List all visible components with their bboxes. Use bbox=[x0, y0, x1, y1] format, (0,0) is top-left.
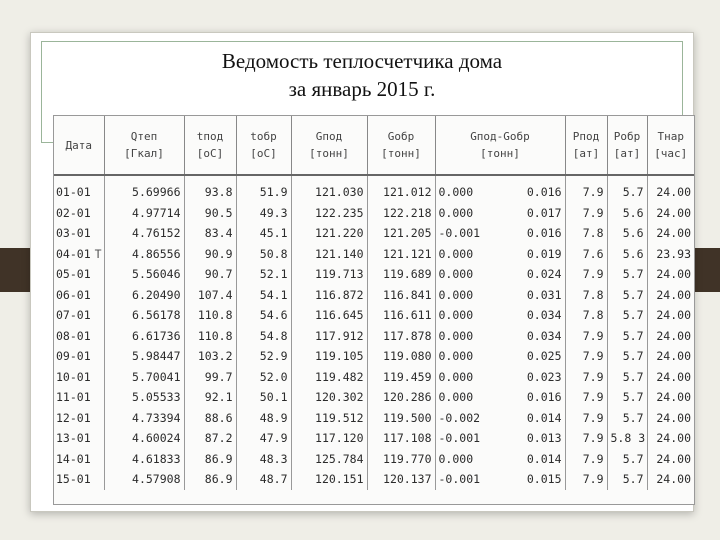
supply-temp-cell: 110.8 bbox=[184, 326, 236, 347]
operating-time-cell: 24.00 bbox=[647, 285, 694, 306]
return-mass-cell: 122.218 bbox=[367, 203, 435, 224]
date-value: 02-01 bbox=[56, 205, 91, 220]
table-row bbox=[54, 326, 694, 347]
date-cell bbox=[54, 408, 104, 429]
supply-temp-cell: 93.8 bbox=[184, 182, 236, 203]
supply-mass-cell: 121.220 bbox=[291, 223, 367, 244]
return-temp-cell: 54.8 bbox=[236, 326, 291, 347]
return-mass-cell: 120.137 bbox=[367, 469, 435, 490]
header-cell bbox=[184, 116, 236, 175]
supply-pressure-cell: 7.9 bbox=[565, 203, 607, 224]
operating-time-cell: 24.00 bbox=[647, 203, 694, 224]
table-row bbox=[54, 203, 694, 224]
return-pressure-cell: 5.7 bbox=[607, 285, 647, 306]
date-cell bbox=[54, 346, 104, 367]
return-temp-cell: 45.1 bbox=[236, 223, 291, 244]
mass-diff-second-value: 0.014 bbox=[526, 410, 562, 425]
mass-diff-cell bbox=[435, 408, 565, 429]
supply-pressure-cell: 7.9 bbox=[565, 367, 607, 388]
mass-diff-cell bbox=[435, 182, 565, 203]
supply-temp-cell: 86.9 bbox=[184, 469, 236, 490]
supply-pressure-cell: 7.9 bbox=[565, 469, 607, 490]
heat-cell: 4.57908 bbox=[104, 469, 184, 490]
header-name: tпод bbox=[196, 130, 224, 143]
supply-mass-cell: 119.713 bbox=[291, 264, 367, 285]
return-mass-cell: 119.080 bbox=[367, 346, 435, 367]
date-value: 06-01 bbox=[56, 287, 91, 302]
heat-cell: 6.20490 bbox=[104, 285, 184, 306]
return-pressure-cell: 5.7 bbox=[607, 264, 647, 285]
table-row bbox=[54, 469, 694, 490]
table-row bbox=[54, 182, 694, 203]
return-temp-cell: 48.3 bbox=[236, 449, 291, 470]
table-body bbox=[54, 175, 694, 490]
return-pressure-cell: 5.7 bbox=[607, 387, 647, 408]
table-row bbox=[54, 367, 694, 388]
return-mass-cell: 119.500 bbox=[367, 408, 435, 429]
slide-title bbox=[31, 47, 693, 103]
date-value: 14-01 bbox=[56, 451, 91, 466]
heat-cell: 6.61736 bbox=[104, 326, 184, 347]
return-pressure-cell: 5.7 bbox=[607, 346, 647, 367]
table-row bbox=[54, 264, 694, 285]
mass-diff-value: 0.000 bbox=[438, 246, 474, 261]
mass-diff-pair bbox=[439, 264, 562, 285]
mass-diff-cell bbox=[435, 346, 565, 367]
header-unit: [тонн] bbox=[381, 147, 421, 160]
header-unit: [час] bbox=[654, 147, 688, 160]
return-mass-cell: 117.108 bbox=[367, 428, 435, 449]
date-value: 04-01 bbox=[56, 246, 91, 261]
return-pressure-cell: 5.8 3 bbox=[607, 428, 647, 449]
operating-time-cell: 24.00 bbox=[647, 264, 694, 285]
date-cell bbox=[54, 428, 104, 449]
date-value: 10-01 bbox=[56, 369, 91, 384]
mass-diff-cell bbox=[435, 285, 565, 306]
mass-diff-cell bbox=[435, 428, 565, 449]
mass-diff-second-value: 0.023 bbox=[526, 369, 562, 384]
return-temp-cell: 54.1 bbox=[236, 285, 291, 306]
date-value: 05-01 bbox=[56, 267, 91, 281]
mass-diff-cell bbox=[435, 367, 565, 388]
heat-cell: 5.05533 bbox=[104, 387, 184, 408]
header-unit: [тонн] bbox=[309, 147, 349, 160]
operating-time-cell: 23.93 bbox=[647, 244, 694, 265]
table-row bbox=[54, 408, 694, 429]
mass-diff-second-value: 0.019 bbox=[526, 246, 562, 261]
mass-diff-cell bbox=[435, 244, 565, 265]
return-pressure-cell: 5.7 bbox=[607, 408, 647, 429]
supply-pressure-cell: 7.9 bbox=[565, 408, 607, 429]
heat-cell: 4.60024 bbox=[104, 428, 184, 449]
header-unit: [тонн] bbox=[480, 147, 520, 160]
date-value: 03-01 bbox=[56, 226, 91, 240]
date-cell bbox=[54, 449, 104, 470]
return-temp-cell: 49.3 bbox=[236, 203, 291, 224]
header-cell bbox=[607, 116, 647, 175]
return-temp-cell: 48.7 bbox=[236, 469, 291, 490]
mass-diff-second-value: 0.013 bbox=[526, 431, 562, 445]
table-row bbox=[54, 244, 694, 265]
header-cell bbox=[236, 116, 291, 175]
mass-diff-second-value: 0.034 bbox=[526, 328, 562, 343]
mass-diff-pair bbox=[439, 367, 562, 388]
mass-diff-pair bbox=[439, 305, 562, 326]
mass-diff-second-value: 0.016 bbox=[526, 185, 562, 199]
header-cell bbox=[54, 116, 104, 175]
return-mass-cell: 119.689 bbox=[367, 264, 435, 285]
title-line-2: за январь 2015 г. bbox=[288, 77, 436, 101]
mass-diff-pair bbox=[439, 223, 562, 244]
mass-diff-pair bbox=[439, 203, 562, 224]
return-temp-cell: 51.9 bbox=[236, 182, 291, 203]
mass-diff-pair bbox=[439, 428, 562, 449]
date-cell bbox=[54, 387, 104, 408]
heat-meter-table bbox=[54, 116, 694, 490]
mass-diff-pair bbox=[439, 285, 562, 306]
date-cell bbox=[54, 264, 104, 285]
mass-diff-pair bbox=[439, 387, 562, 408]
mass-diff-value: -0.001 bbox=[438, 472, 481, 486]
table-header bbox=[54, 116, 694, 175]
operating-time-cell: 24.00 bbox=[647, 449, 694, 470]
return-temp-cell: 47.9 bbox=[236, 428, 291, 449]
header-gap bbox=[54, 175, 694, 182]
heat-cell: 4.73394 bbox=[104, 408, 184, 429]
header-name: Qтеп bbox=[130, 130, 158, 143]
header-cell bbox=[565, 116, 607, 175]
table-row bbox=[54, 223, 694, 244]
return-pressure-cell: 5.7 bbox=[607, 449, 647, 470]
operating-time-cell: 24.00 bbox=[647, 182, 694, 203]
header-row bbox=[54, 116, 694, 175]
date-cell bbox=[54, 244, 104, 265]
supply-temp-cell: 90.9 bbox=[184, 244, 236, 265]
date-value: 09-01 bbox=[56, 349, 91, 363]
supply-pressure-cell: 7.6 bbox=[565, 244, 607, 265]
return-mass-cell: 121.012 bbox=[367, 182, 435, 203]
mass-diff-cell bbox=[435, 264, 565, 285]
date-value: 11-01 bbox=[56, 390, 91, 404]
operating-time-cell: 24.00 bbox=[647, 428, 694, 449]
supply-pressure-cell: 7.9 bbox=[565, 346, 607, 367]
mass-diff-second-value: 0.025 bbox=[526, 349, 562, 363]
header-unit: [ат] bbox=[572, 147, 600, 160]
return-mass-cell: 119.770 bbox=[367, 449, 435, 470]
mass-diff-value: 0.000 bbox=[438, 390, 474, 404]
table-row bbox=[54, 449, 694, 470]
supply-temp-cell: 99.7 bbox=[184, 367, 236, 388]
return-pressure-cell: 5.6 bbox=[607, 244, 647, 265]
mass-diff-second-value: 0.034 bbox=[526, 308, 562, 322]
mass-diff-pair bbox=[439, 346, 562, 367]
mass-diff-second-value: 0.031 bbox=[526, 287, 562, 302]
heat-cell: 5.56046 bbox=[104, 264, 184, 285]
header-name: Pпод bbox=[572, 130, 600, 143]
table-row bbox=[54, 428, 694, 449]
supply-mass-cell: 125.784 bbox=[291, 449, 367, 470]
return-mass-cell: 117.878 bbox=[367, 326, 435, 347]
operating-time-cell: 24.00 bbox=[647, 387, 694, 408]
operating-time-cell: 24.00 bbox=[647, 305, 694, 326]
mass-diff-pair bbox=[439, 469, 562, 490]
title-line-1: Ведомость теплосчетчика дома bbox=[221, 49, 503, 73]
supply-temp-cell: 110.8 bbox=[184, 305, 236, 326]
date-value: 15-01 bbox=[56, 472, 91, 486]
supply-mass-cell: 120.302 bbox=[291, 387, 367, 408]
date-cell bbox=[54, 367, 104, 388]
return-mass-cell: 116.611 bbox=[367, 305, 435, 326]
supply-mass-cell: 119.512 bbox=[291, 408, 367, 429]
mass-diff-cell bbox=[435, 449, 565, 470]
header-cell bbox=[435, 116, 565, 175]
mass-diff-value: 0.000 bbox=[438, 451, 474, 466]
supply-mass-cell: 120.151 bbox=[291, 469, 367, 490]
heat-cell: 5.69966 bbox=[104, 182, 184, 203]
header-name: Gпод-Gобр bbox=[470, 130, 530, 143]
heat-cell: 4.86556 bbox=[104, 244, 184, 265]
heat-cell: 5.98447 bbox=[104, 346, 184, 367]
supply-pressure-cell: 7.9 bbox=[565, 387, 607, 408]
supply-pressure-cell: 7.9 bbox=[565, 326, 607, 347]
mass-diff-second-value: 0.017 bbox=[526, 205, 562, 220]
date-cell bbox=[54, 326, 104, 347]
header-cell bbox=[104, 116, 184, 175]
return-temp-cell: 52.9 bbox=[236, 346, 291, 367]
supply-pressure-cell: 7.9 bbox=[565, 264, 607, 285]
mass-diff-pair bbox=[439, 326, 562, 347]
supply-temp-cell: 92.1 bbox=[184, 387, 236, 408]
scanned-report bbox=[53, 115, 695, 505]
supply-temp-cell: 87.2 bbox=[184, 428, 236, 449]
mass-diff-pair bbox=[439, 449, 562, 470]
heat-cell: 4.97714 bbox=[104, 203, 184, 224]
supply-mass-cell: 119.105 bbox=[291, 346, 367, 367]
operating-time-cell: 24.00 bbox=[647, 326, 694, 347]
header-cell bbox=[367, 116, 435, 175]
mass-diff-value: -0.001 bbox=[438, 431, 481, 445]
header-name: Pобр bbox=[613, 130, 641, 143]
mass-diff-value: -0.001 bbox=[438, 226, 481, 240]
return-mass-cell: 121.205 bbox=[367, 223, 435, 244]
supply-mass-cell: 117.120 bbox=[291, 428, 367, 449]
supply-mass-cell: 122.235 bbox=[291, 203, 367, 224]
operating-time-cell: 24.00 bbox=[647, 469, 694, 490]
supply-temp-cell: 83.4 bbox=[184, 223, 236, 244]
date-value: 07-01 bbox=[56, 308, 91, 322]
mass-diff-value: 0.000 bbox=[438, 185, 474, 199]
date-value: 13-01 bbox=[56, 431, 91, 445]
supply-temp-cell: 90.5 bbox=[184, 203, 236, 224]
supply-mass-cell: 116.645 bbox=[291, 305, 367, 326]
supply-pressure-cell: 7.8 bbox=[565, 223, 607, 244]
mass-diff-pair bbox=[439, 244, 562, 265]
mass-diff-value: 0.000 bbox=[438, 205, 474, 220]
header-name: tобр bbox=[250, 130, 277, 143]
supply-pressure-cell: 7.8 bbox=[565, 305, 607, 326]
supply-temp-cell: 86.9 bbox=[184, 449, 236, 470]
header-cell bbox=[291, 116, 367, 175]
supply-pressure-cell: 7.8 bbox=[565, 285, 607, 306]
return-mass-cell: 119.459 bbox=[367, 367, 435, 388]
mass-diff-pair bbox=[439, 182, 562, 203]
heat-cell: 6.56178 bbox=[104, 305, 184, 326]
mass-diff-value: -0.002 bbox=[438, 410, 481, 425]
date-cell bbox=[54, 203, 104, 224]
return-pressure-cell: 5.7 bbox=[607, 367, 647, 388]
return-temp-cell: 54.6 bbox=[236, 305, 291, 326]
mass-diff-second-value: 0.016 bbox=[526, 226, 562, 240]
supply-mass-cell: 119.482 bbox=[291, 367, 367, 388]
header-name: Дата bbox=[65, 138, 92, 152]
table-row bbox=[54, 346, 694, 367]
operating-time-cell: 24.00 bbox=[647, 367, 694, 388]
mass-diff-cell bbox=[435, 223, 565, 244]
supply-pressure-cell: 7.9 bbox=[565, 182, 607, 203]
supply-mass-cell: 117.912 bbox=[291, 326, 367, 347]
date-cell bbox=[54, 469, 104, 490]
return-pressure-cell: 5.7 bbox=[607, 326, 647, 347]
return-pressure-cell: 5.6 bbox=[607, 203, 647, 224]
mass-diff-cell bbox=[435, 387, 565, 408]
supply-temp-cell: 88.6 bbox=[184, 408, 236, 429]
mass-diff-second-value: 0.015 bbox=[526, 472, 562, 486]
supply-pressure-cell: 7.9 bbox=[565, 428, 607, 449]
slide bbox=[30, 32, 694, 512]
supply-temp-cell: 103.2 bbox=[184, 346, 236, 367]
date-value: 08-01 bbox=[56, 328, 91, 343]
heat-cell: 5.70041 bbox=[104, 367, 184, 388]
mass-diff-value: 0.000 bbox=[438, 349, 474, 363]
header-name: Gобр bbox=[387, 130, 415, 143]
header-cell bbox=[647, 116, 694, 175]
mass-diff-value: 0.000 bbox=[438, 267, 474, 281]
operating-time-cell: 24.00 bbox=[647, 223, 694, 244]
header-unit: [оС] bbox=[250, 147, 277, 160]
supply-pressure-cell: 7.9 bbox=[565, 449, 607, 470]
row-mark: T bbox=[94, 246, 102, 261]
return-temp-cell: 52.0 bbox=[236, 367, 291, 388]
return-temp-cell: 52.1 bbox=[236, 264, 291, 285]
heat-cell: 4.76152 bbox=[104, 223, 184, 244]
operating-time-cell: 24.00 bbox=[647, 346, 694, 367]
return-temp-cell: 50.8 bbox=[236, 244, 291, 265]
mass-diff-pair bbox=[439, 408, 562, 429]
table-row bbox=[54, 387, 694, 408]
mass-diff-value: 0.000 bbox=[438, 369, 474, 384]
return-mass-cell: 116.841 bbox=[367, 285, 435, 306]
return-pressure-cell: 5.7 bbox=[607, 469, 647, 490]
mass-diff-cell bbox=[435, 326, 565, 347]
mass-diff-second-value: 0.014 bbox=[526, 451, 562, 466]
return-temp-cell: 48.9 bbox=[236, 408, 291, 429]
return-mass-cell: 120.286 bbox=[367, 387, 435, 408]
date-value: 01-01 bbox=[56, 185, 91, 199]
heat-cell: 4.61833 bbox=[104, 449, 184, 470]
date-cell bbox=[54, 182, 104, 203]
header-name: Gпод bbox=[315, 130, 343, 143]
supply-temp-cell: 107.4 bbox=[184, 285, 236, 306]
mass-diff-cell bbox=[435, 305, 565, 326]
mass-diff-value: 0.000 bbox=[438, 287, 474, 302]
date-cell bbox=[54, 223, 104, 244]
operating-time-cell: 24.00 bbox=[647, 408, 694, 429]
date-cell bbox=[54, 285, 104, 306]
header-name: Tнар bbox=[657, 130, 684, 143]
supply-mass-cell: 121.030 bbox=[291, 182, 367, 203]
date-value: 12-01 bbox=[56, 410, 91, 425]
mass-diff-value: 0.000 bbox=[438, 328, 474, 343]
table-row bbox=[54, 285, 694, 306]
return-mass-cell: 121.121 bbox=[367, 244, 435, 265]
mass-diff-cell bbox=[435, 203, 565, 224]
mass-diff-second-value: 0.024 bbox=[526, 267, 562, 281]
supply-temp-cell: 90.7 bbox=[184, 264, 236, 285]
mass-diff-second-value: 0.016 bbox=[526, 390, 562, 404]
return-temp-cell: 50.1 bbox=[236, 387, 291, 408]
date-cell bbox=[54, 305, 104, 326]
return-pressure-cell: 5.6 bbox=[607, 223, 647, 244]
table-row bbox=[54, 305, 694, 326]
header-unit: [оС] bbox=[196, 147, 224, 160]
header-unit: [ат] bbox=[613, 147, 641, 160]
supply-mass-cell: 121.140 bbox=[291, 244, 367, 265]
supply-mass-cell: 116.872 bbox=[291, 285, 367, 306]
return-pressure-cell: 5.7 bbox=[607, 305, 647, 326]
header-unit: [Гкал] bbox=[124, 147, 164, 160]
mass-diff-value: 0.000 bbox=[438, 308, 474, 322]
return-pressure-cell: 5.7 bbox=[607, 182, 647, 203]
mass-diff-cell bbox=[435, 469, 565, 490]
